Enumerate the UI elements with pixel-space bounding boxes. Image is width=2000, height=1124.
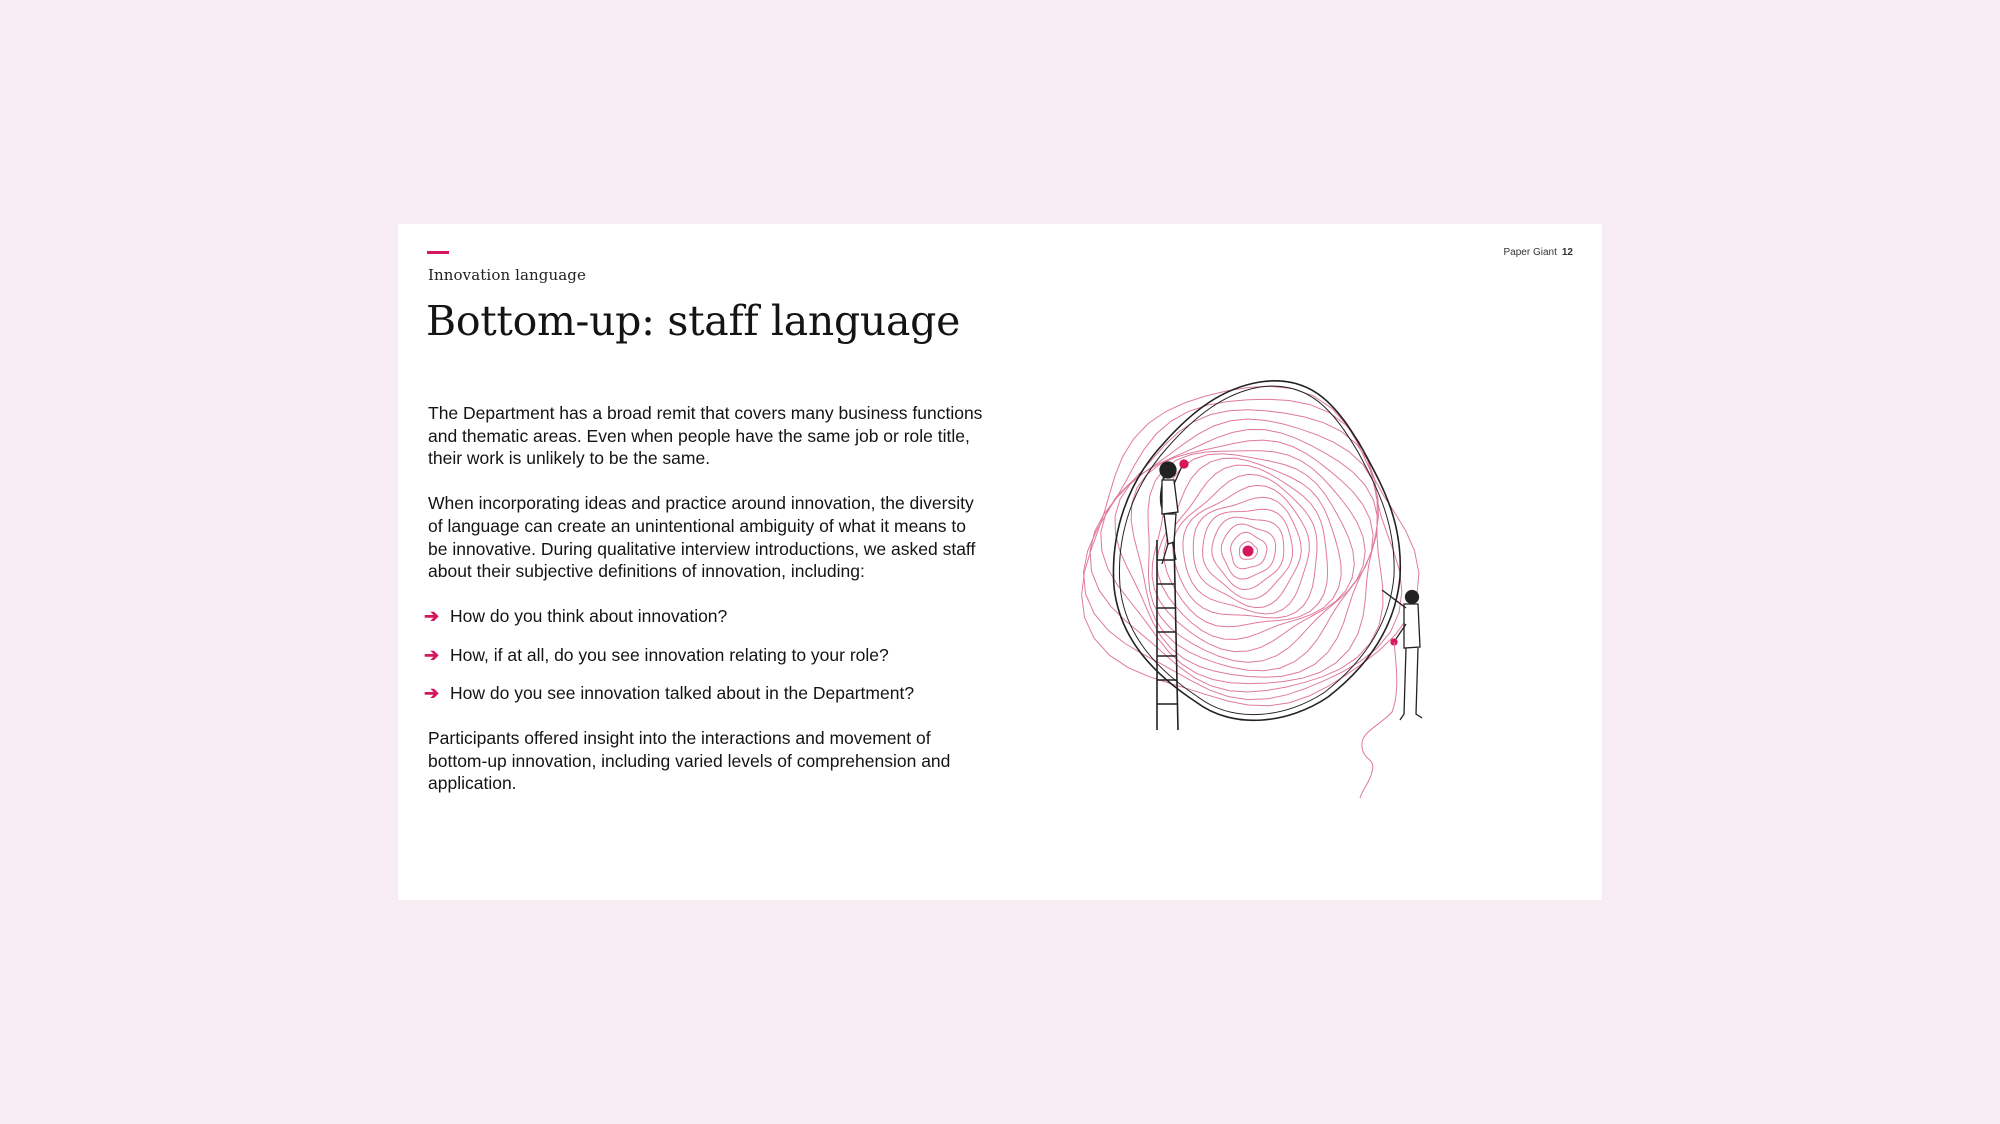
red-string bbox=[1360, 642, 1397, 798]
list-item bbox=[424, 605, 988, 628]
question-text: How do you see innovation talked about in the Department? bbox=[450, 683, 915, 704]
paragraph-1: The Department has a broad remit that covers many business functions and thematic areas. Even when people have the same job or role title, their work is unlikely to be the same. bbox=[428, 403, 983, 469]
question-text: How do you think about innovation? bbox=[450, 605, 728, 626]
section-label: Innovation language bbox=[428, 266, 586, 284]
list-item bbox=[424, 644, 988, 667]
question-list bbox=[424, 605, 988, 705]
question-text: How, if at all, do you see innovation relating to your role? bbox=[450, 644, 889, 665]
person-standing bbox=[1382, 590, 1422, 720]
tree-ring bbox=[1173, 474, 1317, 618]
arrow-right-icon: ➔ bbox=[424, 644, 440, 665]
body-text bbox=[424, 402, 988, 817]
page-number: 12 bbox=[1561, 247, 1573, 258]
arrow-right-icon: ➔ bbox=[424, 605, 440, 626]
page-title: Bottom-up: staff language bbox=[426, 297, 961, 345]
list-item bbox=[424, 682, 988, 705]
brand-footer bbox=[1504, 247, 1574, 258]
tree-ring bbox=[1148, 451, 1365, 663]
tree-rings-illustration bbox=[1078, 362, 1438, 812]
paragraph-2: When incorporating ideas and practice around innovation, the diversity of language can create an unintentional ambiguity of what it means to be innovative. During qualitative interview introductions, we asked staff about their subjective definitions of innovation, including: bbox=[428, 493, 976, 582]
arrow-right-icon: ➔ bbox=[424, 683, 440, 704]
paragraph-3: Participants offered insight into the interactions and movement of bottom-up innovation, including varied levels of comprehension and application. bbox=[428, 728, 951, 794]
slide bbox=[398, 224, 1602, 900]
brand-name: Paper Giant bbox=[1503, 247, 1557, 258]
tree-ring bbox=[1084, 399, 1402, 699]
center-dot bbox=[1243, 546, 1254, 557]
accent-line bbox=[427, 251, 449, 254]
